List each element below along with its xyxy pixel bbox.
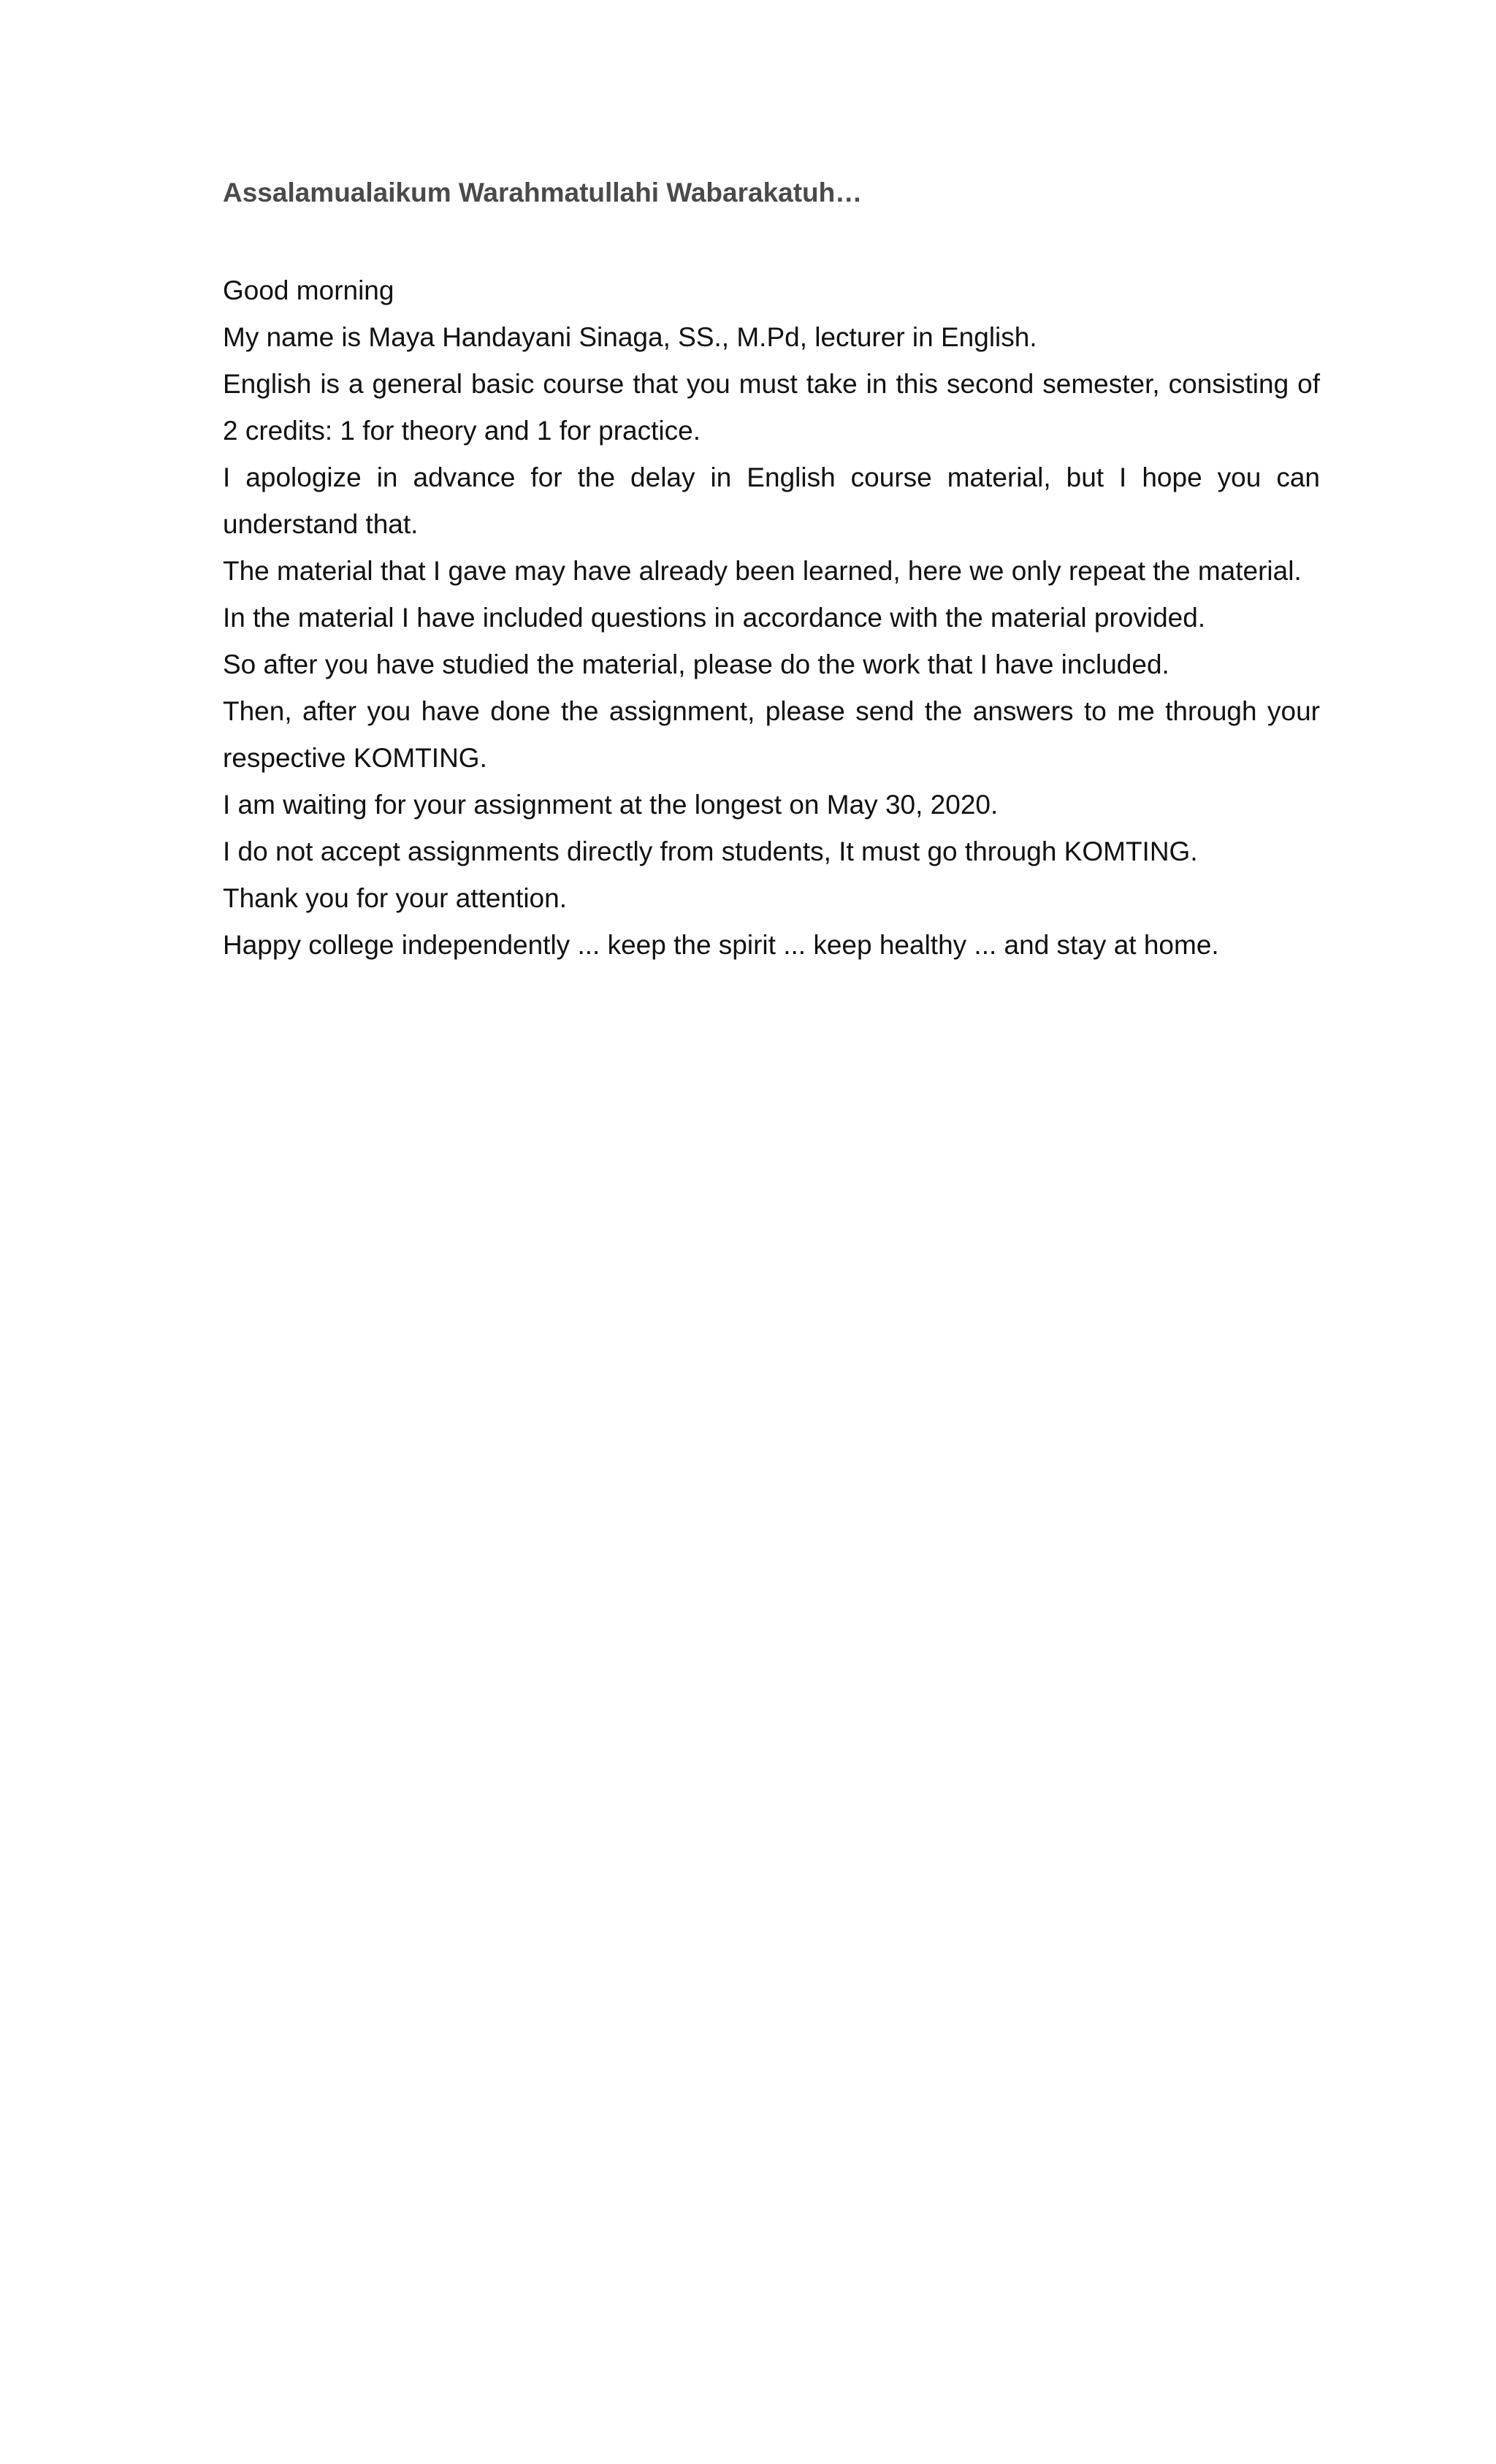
paragraph-course-info: English is a general basic course that you must take in this second semester, consisting of 2 credits: 1 for theory and 1 for practice. [223, 369, 1320, 446]
paragraph-material-repeat: The material that I gave may have already been learned, here we only repeat the material. [223, 556, 1302, 586]
paragraph-questions-included: In the material I have included questions in accordance with the material provided. [223, 603, 1206, 633]
greeting-heading: Assalamualaikum Warahmatullahi Wabarakatuh… [223, 178, 863, 207]
paragraph-do-work: So after you have studied the material, please do the work that I have included. [223, 649, 1169, 679]
paragraph-komting-rule: I do not accept assignments directly from students, It must go through KOMTING. [223, 836, 1198, 866]
document-body [223, 169, 1320, 969]
paragraph-introduction: My name is Maya Handayani Sinaga, SS., M.Pd, lecturer in English. [223, 322, 1037, 352]
paragraph-send-answers: Then, after you have done the assignment, please send the answers to me through your respective KOMTING. [223, 696, 1320, 773]
paragraph-good-morning: Good morning [223, 275, 394, 305]
paragraph-closing: Happy college independently ... keep the spirit ... keep healthy ... and stay at home. [223, 930, 1219, 960]
paragraph-deadline: I am waiting for your assignment at the longest on May 30, 2020. [223, 790, 999, 820]
paragraph-apology: I apologize in advance for the delay in English course material, but I hope you can understand that. [223, 462, 1320, 539]
paragraph-thanks: Thank you for your attention. [223, 883, 567, 913]
